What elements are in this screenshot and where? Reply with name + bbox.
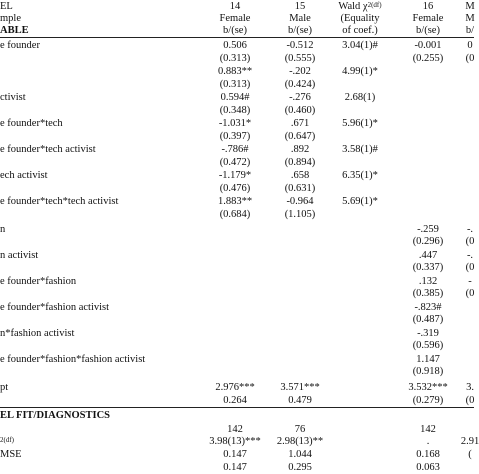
table-cell: (0.918) xyxy=(412,366,444,377)
table-row-label: n xyxy=(0,224,6,235)
table-cell: 4.99(1)* xyxy=(342,66,378,77)
table-cell: 2.976*** xyxy=(215,382,255,393)
table-row-label: pt xyxy=(0,382,9,393)
column-header-0-line-1: Female xyxy=(219,13,251,24)
column-header-3-line-2: b/(se) xyxy=(416,25,440,36)
table-cell: 0 xyxy=(467,40,473,51)
chi-square-superscript: 2(df) xyxy=(367,1,382,9)
header-label-2: ABLE xyxy=(0,25,29,36)
column-header-1-line-0: 15 xyxy=(294,1,306,12)
diagnostics-title: EL FIT/DIAGNOSTICS xyxy=(0,410,110,421)
diagnostics-cell: 142 xyxy=(227,424,243,435)
table-cell: - xyxy=(468,276,472,287)
table-cell: (0.647) xyxy=(284,131,316,142)
table-cell: 3.58(1)# xyxy=(342,144,378,155)
table-cell: 3.532*** xyxy=(408,382,448,393)
table-cell: -. xyxy=(466,250,474,261)
diagnostics-cell: 0.168 xyxy=(416,449,440,460)
table-cell: (0.894) xyxy=(284,157,316,168)
table-cell: (0.596) xyxy=(412,340,444,351)
table-cell: (0.397) xyxy=(219,131,251,142)
fit-section-rule xyxy=(0,407,474,408)
diagnostics-cell: 3.98(13)*** xyxy=(209,436,261,447)
table-cell: 0.506 xyxy=(223,40,247,51)
table-row-label: ctivist xyxy=(0,92,26,103)
column-header-0-line-2: b/(se) xyxy=(223,25,247,36)
row-label-superscript: 2(df) xyxy=(0,436,14,444)
table-row-label: ech activist xyxy=(0,170,48,181)
table-cell: 1.147 xyxy=(416,354,440,365)
table-cell: (0 xyxy=(465,288,475,299)
table-cell: 3.571*** xyxy=(280,382,320,393)
table-row-label: n*fashion activist xyxy=(0,328,75,339)
table-cell: 0.479 xyxy=(288,395,312,406)
table-row-label: e founder*tech*tech activist xyxy=(0,196,119,207)
diagnostics-cell: . xyxy=(426,436,430,447)
diagnostics-cell: 142 xyxy=(420,424,436,435)
table-cell: .132 xyxy=(418,276,438,287)
column-header-3-line-1: Female xyxy=(412,13,444,24)
table-cell: .447 xyxy=(418,250,438,261)
table-row-label: e founder*tech activist xyxy=(0,144,96,155)
diagnostics-cell: 0.063 xyxy=(416,462,440,473)
diagnostics-cell: 76 xyxy=(294,424,306,435)
diagnostics-cell: 1.044 xyxy=(288,449,312,460)
table-cell: (0.313) xyxy=(219,53,251,64)
table-cell: 6.35(1)* xyxy=(342,170,378,181)
table-cell: (0.476) xyxy=(219,183,251,194)
table-cell: (0 xyxy=(465,262,475,273)
table-row-label: e founder*fashion xyxy=(0,276,77,287)
table-cell: 2.68(1) xyxy=(344,92,376,103)
table-cell: (0.296) xyxy=(412,236,444,247)
header-label-0: EL xyxy=(0,1,13,12)
table-cell: (0.255) xyxy=(412,53,444,64)
column-header-2-line-0: Wald $\chi^{2(df)}$ xyxy=(338,1,382,12)
table-cell: -0.964 xyxy=(286,196,314,207)
column-header-1-line-2: b/(se) xyxy=(288,25,312,36)
diagnostics-row-label xyxy=(0,436,14,448)
table-cell: 0.264 xyxy=(223,395,247,406)
table-cell: (0.631) xyxy=(284,183,316,194)
table-cell: -.276 xyxy=(289,92,311,103)
diagnostics-cell: 0.147 xyxy=(223,449,247,460)
diagnostics-cell: 2.98(13)** xyxy=(276,436,324,447)
table-cell: (0.460) xyxy=(284,105,316,116)
header-label-1: mple xyxy=(0,13,21,24)
table-cell: .892 xyxy=(290,144,310,155)
diagnostics-cell: ( xyxy=(468,449,472,460)
table-cell: .658 xyxy=(290,170,310,181)
table-row-label: e founder*fashion activist xyxy=(0,302,110,313)
table-cell: -0.512 xyxy=(286,40,314,51)
table-cell: 1.883** xyxy=(217,196,253,207)
diagnostics-cell: 0.295 xyxy=(288,462,312,473)
table-cell: (0.313) xyxy=(219,79,251,90)
table-cell: (0.472) xyxy=(219,157,251,168)
column-header-2-line-1: (Equality xyxy=(340,13,380,24)
table-row-label: e founder*fashion*fashion activist xyxy=(0,354,146,365)
table-cell: (1.105) xyxy=(284,209,316,220)
table-cell: -.786# xyxy=(221,144,249,155)
diagnostics-cell: 0.147 xyxy=(223,462,247,473)
table-cell: 3.04(1)# xyxy=(342,40,378,51)
column-header-4-line-1: M xyxy=(465,13,475,24)
table-cell: 0.594# xyxy=(220,92,250,103)
table-cell: (0.279) xyxy=(412,395,444,406)
column-header-4-line-0: M xyxy=(465,1,475,12)
table-cell: (0 xyxy=(465,395,475,406)
table-cell: -. xyxy=(466,224,474,235)
table-cell: -.823# xyxy=(414,302,442,313)
table-cell: (0 xyxy=(465,236,475,247)
column-header-2-line-2: of coef.) xyxy=(342,25,378,36)
table-cell: -0.001 xyxy=(414,40,442,51)
table-row-label: e founder*tech xyxy=(0,118,63,129)
table-cell: 5.96(1)* xyxy=(342,118,378,129)
table-cell: -1.031* xyxy=(218,118,252,129)
table-cell: (0.337) xyxy=(412,262,444,273)
column-header-1-line-1: Male xyxy=(289,13,311,24)
table-cell: 3. xyxy=(466,382,474,393)
table-cell: -.319 xyxy=(417,328,439,339)
header-rule xyxy=(0,37,474,38)
table-cell: (0 xyxy=(465,53,475,64)
table-cell: 5.69(1)* xyxy=(342,196,378,207)
table-cell: 0.883** xyxy=(217,66,253,77)
table-cell: .671 xyxy=(290,118,310,129)
table-cell: (0.555) xyxy=(284,53,316,64)
diagnostics-row-label: MSE xyxy=(0,449,22,460)
table-cell: (0.348) xyxy=(219,105,251,116)
table-row-label: n activist xyxy=(0,250,39,261)
table-cell: (0.424) xyxy=(284,79,316,90)
table-cell: -.259 xyxy=(417,224,439,235)
table-cell: -.202 xyxy=(289,66,311,77)
column-header-0-line-0: 14 xyxy=(229,1,241,12)
table-cell: -1.179* xyxy=(218,170,252,181)
table-cell: (0.487) xyxy=(412,314,444,325)
column-header-4-line-2: b/ xyxy=(465,25,475,36)
diagnostics-cell: 2.91 xyxy=(460,436,479,447)
table-row-label: e founder xyxy=(0,40,40,51)
column-header-3-line-0: 16 xyxy=(422,1,434,12)
table-cell: (0.684) xyxy=(219,209,251,220)
table-cell: (0.385) xyxy=(412,288,444,299)
